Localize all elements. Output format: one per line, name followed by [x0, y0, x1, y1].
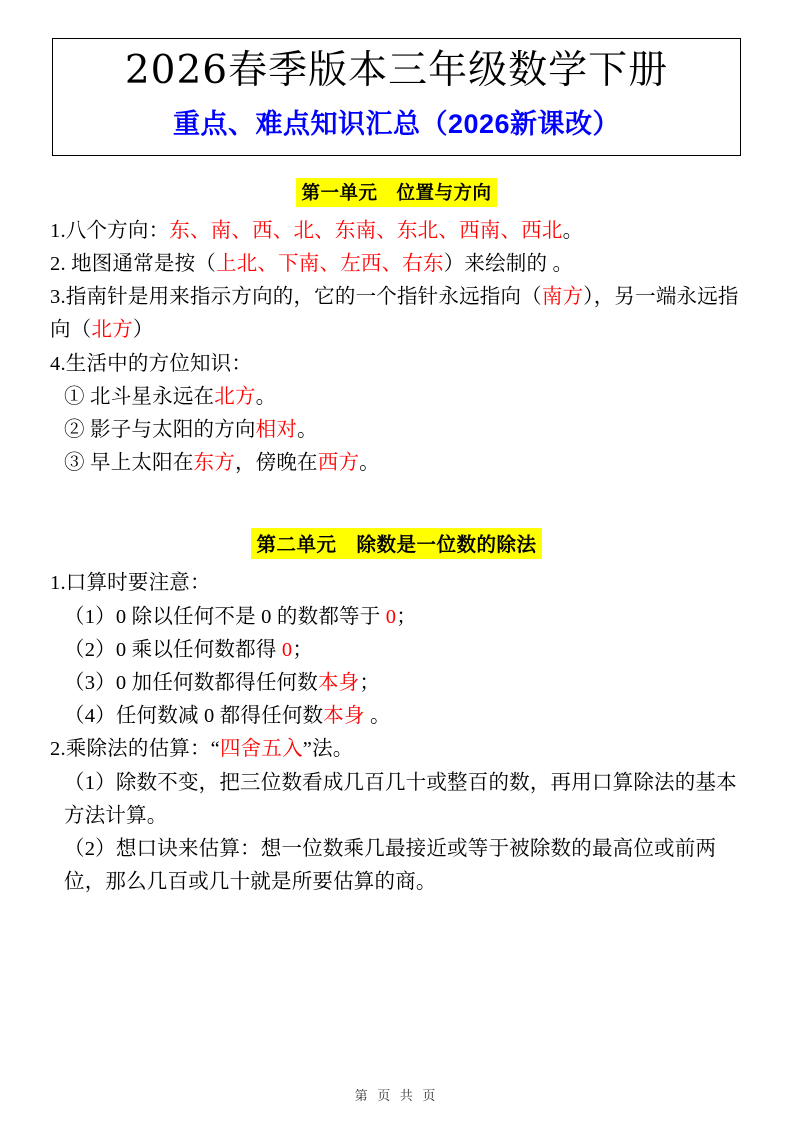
text-line: [50, 833, 743, 899]
text-line: [50, 733, 743, 766]
body-text: （2）想口诀来估算：想一位数乘几最接近或等于被除数的最高位或前两位，那么几百或几十就是所要估算的商。: [64, 838, 717, 894]
highlight-text: 东、南、西、北、东南、东北、西南、西北: [169, 219, 563, 242]
highlight-text: 东方: [193, 452, 235, 475]
text-line: [50, 700, 743, 733]
text-line: [50, 601, 743, 634]
body-text: ① 北斗星永远在: [64, 385, 215, 408]
text-line: [50, 567, 743, 600]
body-text: 2. 地图通常是按（: [50, 253, 216, 276]
text-line: [50, 667, 743, 700]
unit-header-wrap: [50, 178, 743, 207]
text-line: [50, 248, 743, 281]
text-line: [50, 215, 743, 248]
text-line: [50, 414, 743, 447]
highlight-text: 北方: [91, 319, 133, 342]
page-title: 2026春季版本三年级数学下册: [124, 48, 669, 93]
body-text: （3）0 加任何数都得任何数: [64, 672, 318, 695]
body-text: 。: [562, 219, 584, 242]
body-text: 2.乘除法的估算：“: [50, 738, 220, 761]
text-line: [50, 634, 743, 667]
highlight-text: 0: [281, 638, 293, 661]
text-line: [50, 767, 743, 833]
section-spacer: [50, 480, 743, 506]
body-text: （2）0 乘以任何数都得: [64, 638, 282, 661]
title-box: [52, 38, 741, 156]
unit-header: 第二单元 除数是一位数的除法: [251, 528, 541, 559]
highlight-text: 四舍五入: [219, 738, 303, 761]
body-text: 。: [255, 385, 277, 408]
text-line: [50, 281, 743, 347]
body-text: 。: [364, 705, 391, 728]
body-text: ② 影子与太阳的方向: [64, 419, 256, 442]
highlight-text: 上北、下南、左西、右东: [216, 253, 444, 276]
text-line: [50, 447, 743, 480]
body-text: ，傍晚在: [234, 452, 318, 475]
body-text: 4.生活中的方位知识：: [50, 352, 253, 375]
body-text: ；: [396, 605, 417, 628]
highlight-text: 本身: [323, 705, 365, 728]
highlight-text: 本身: [317, 672, 360, 695]
page-subtitle: 重点、难点知识汇总（2026新课改）: [172, 108, 621, 139]
document-content: [50, 178, 743, 900]
body-text: （1）除数不变，把三位数看成几百几十或整百的数，再用口算除法的基本方法计算。: [64, 771, 737, 827]
body-text: ），另一端永远指向（: [50, 286, 739, 342]
body-text: ；: [292, 638, 314, 661]
body-text: 3.指南针是用来指示方向的，它的一个指针永远指向（: [50, 286, 542, 309]
highlight-text: 0: [385, 605, 397, 628]
body-text: 1.八个方向：: [50, 219, 170, 242]
body-text: ③ 早上太阳在: [64, 452, 194, 475]
body-text: 。: [297, 419, 318, 442]
body-text: 1.口算时要注意：: [50, 572, 211, 595]
body-text: ”法。: [302, 738, 354, 761]
text-line: [50, 348, 743, 381]
body-text: 。: [359, 452, 380, 475]
highlight-text: 西方: [317, 452, 360, 475]
body-text: ；: [359, 672, 381, 695]
body-text: （1）0 除以任何不是 0 的数都等于: [64, 605, 386, 628]
unit-header-wrap: [50, 528, 743, 559]
unit-header: 第一单元 位置与方向: [296, 178, 496, 207]
highlight-text: 南方: [541, 286, 584, 309]
text-line: [50, 381, 743, 414]
body-text: ）: [132, 319, 154, 342]
highlight-text: 北方: [214, 385, 256, 408]
body-text: （4）任何数减 0 都得任何数: [64, 705, 324, 728]
body-text: ）来绘制的 。: [443, 253, 574, 276]
highlight-text: 相对: [255, 419, 298, 442]
page-footer: 第 页 共 页: [354, 1088, 439, 1103]
